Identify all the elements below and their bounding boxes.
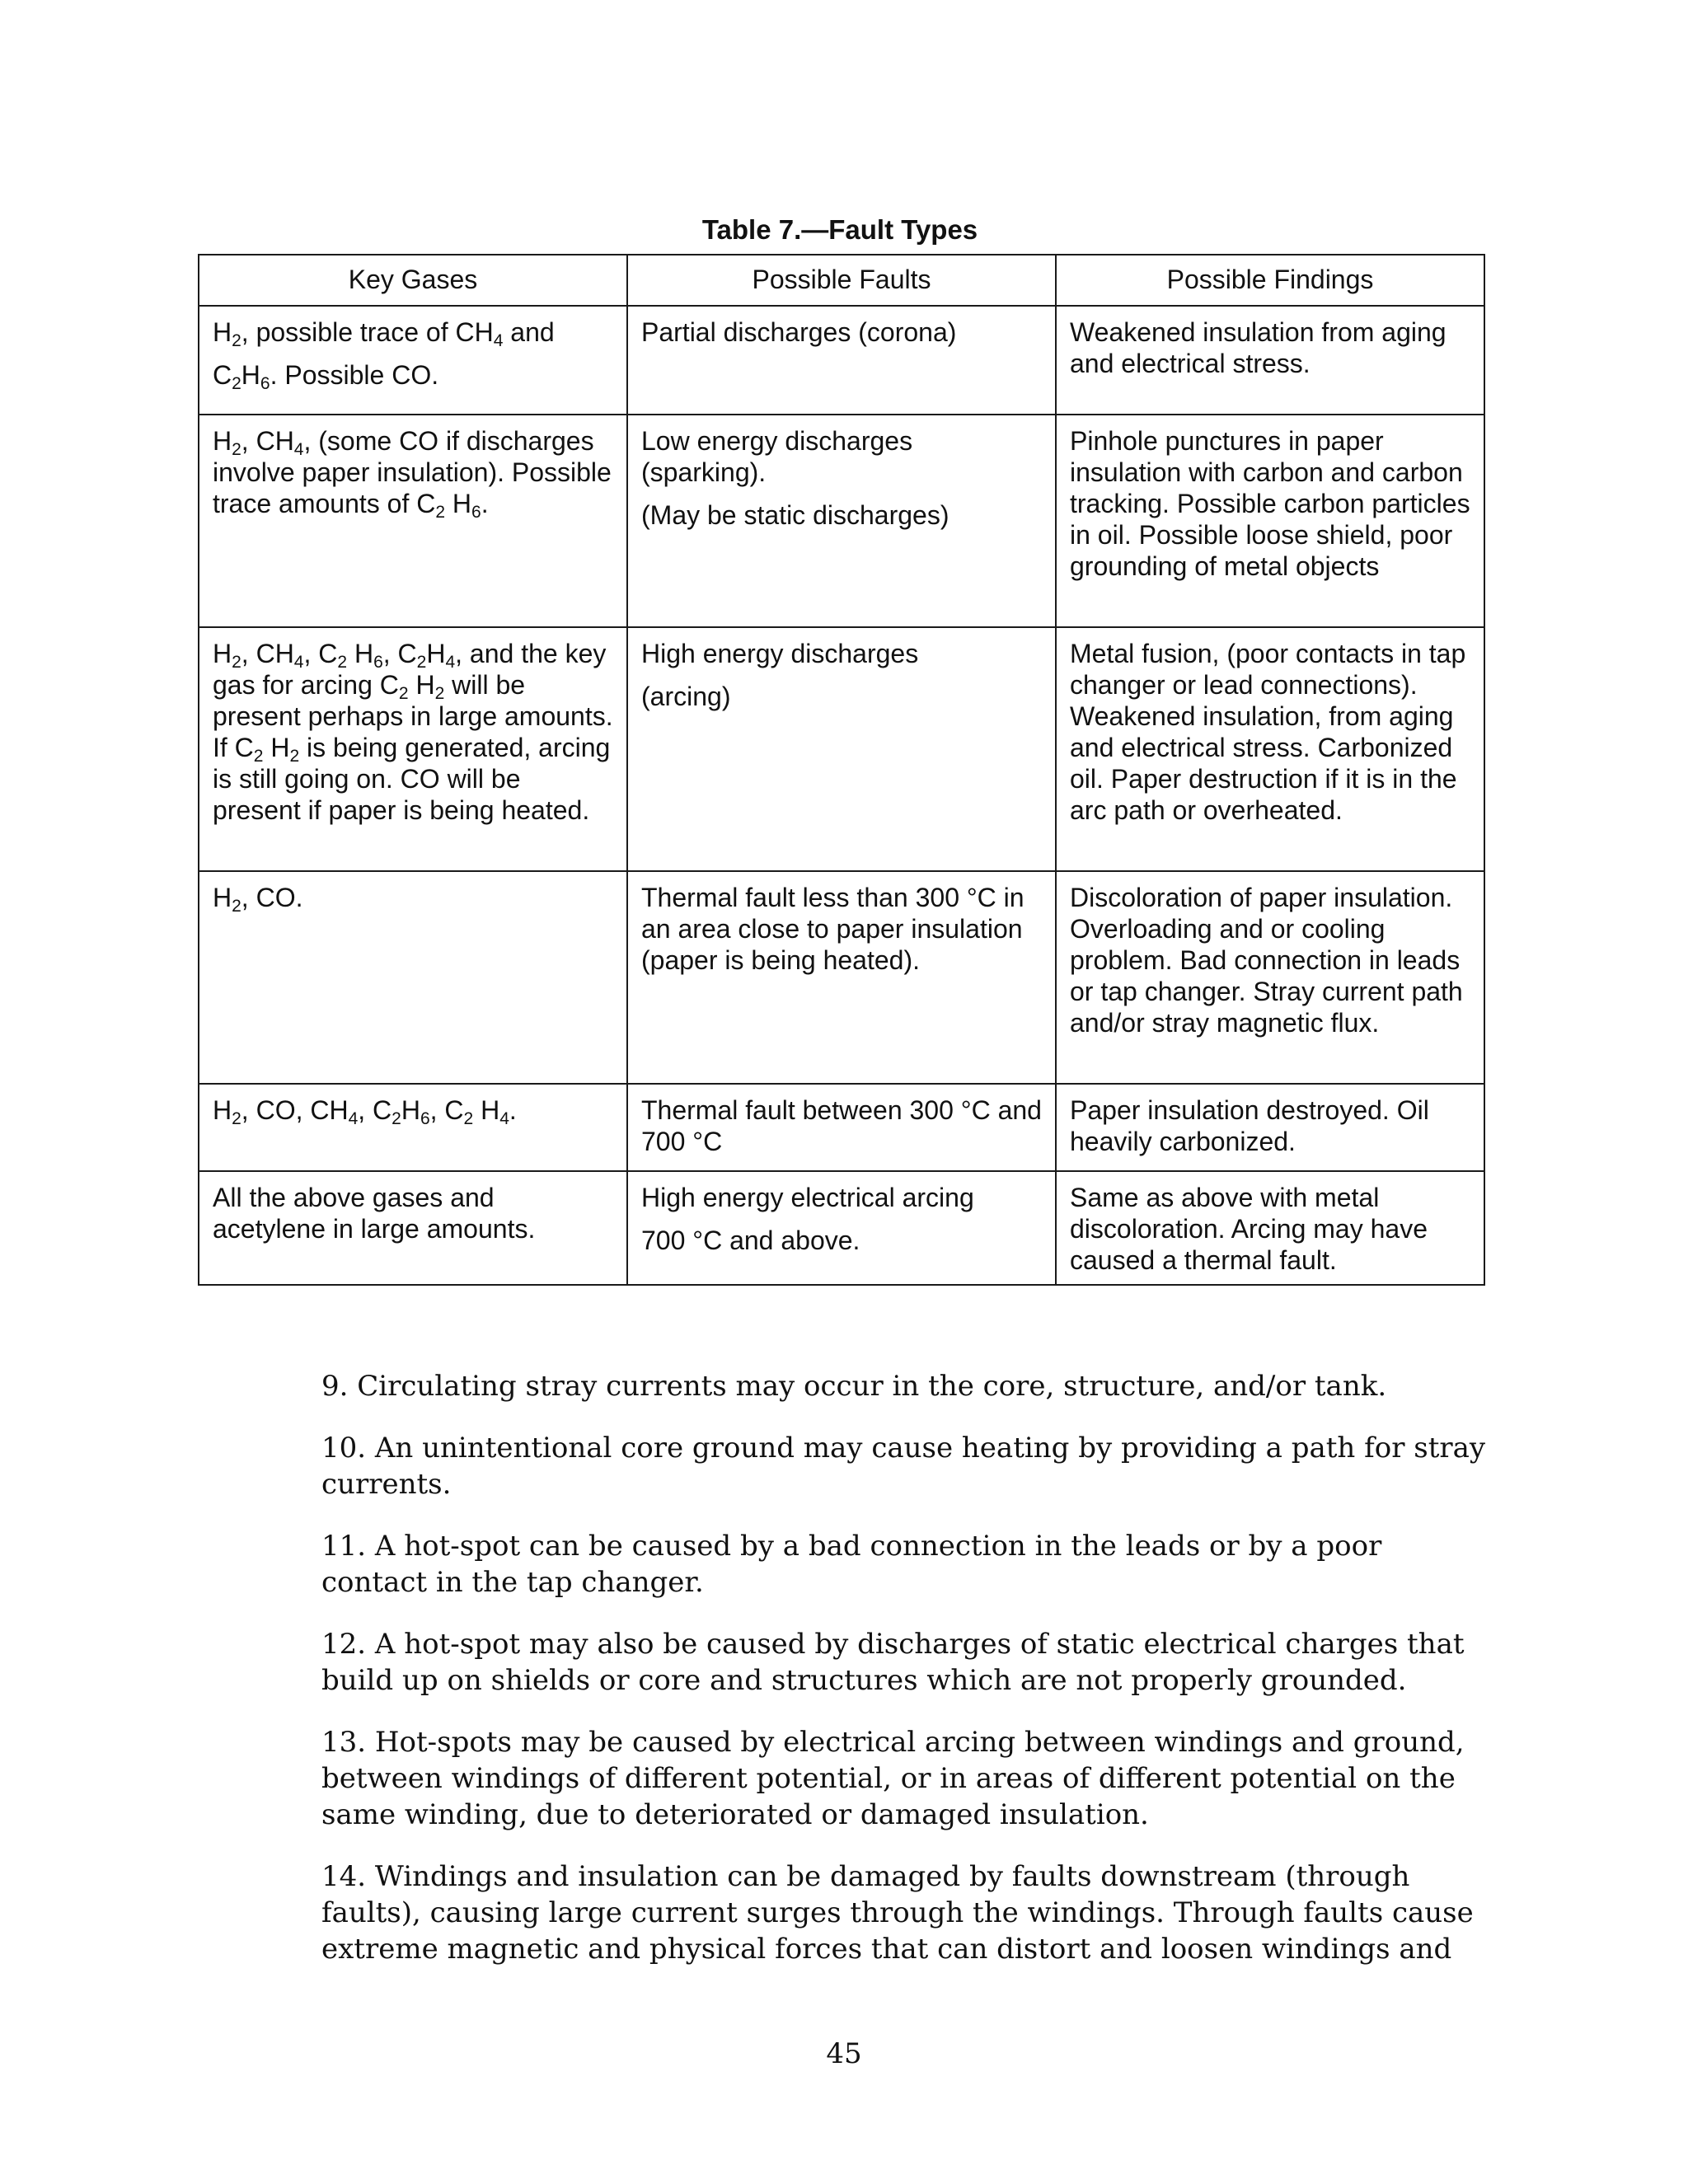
possible-faults-text: Thermal fault between 300 °C and 700 °C — [641, 1095, 1042, 1156]
possible-findings-text: Metal fusion, (poor contacts in tap changer or lead connections). Weakened insulation, from aging and electrical stress. Carbonized oil. Paper destruction if it is in the arc path or overheated. — [1070, 639, 1466, 825]
possible-findings-cell — [1056, 871, 1484, 1084]
possible-faults-cell — [627, 1084, 1056, 1171]
header-possible-findings: Possible Findings — [1056, 255, 1484, 306]
fault-types-table — [198, 254, 1485, 1286]
possible-findings-cell — [1056, 306, 1484, 415]
possible-findings-text: Weakened insulation from aging and electrical stress. — [1070, 317, 1447, 378]
key-gases-text: $H_2$, CO, $CH_4$, $C_2H_6$, $C_2$ $H_4$. — [213, 1095, 517, 1128]
table-row — [199, 871, 1484, 1084]
key-gases-cell — [199, 1084, 627, 1171]
key-gases-text: All the above gases and acetylene in large amounts. — [213, 1183, 536, 1244]
possible-faults-text: Thermal fault less than 300 °C in an area close to paper insulation (paper is being heated). — [641, 883, 1025, 975]
possible-faults-note: (May be static discharges) — [641, 500, 950, 530]
paragraph-11: 11. A hot-spot can be caused by a bad connection in the leads or by a poor contact in the tap changer. — [321, 1530, 1382, 1599]
possible-faults-cell — [627, 306, 1056, 415]
table-row — [199, 627, 1484, 871]
key-gases-text: $C_2H_6$. Possible CO. — [213, 360, 439, 393]
possible-findings-cell — [1056, 1171, 1484, 1285]
header-possible-faults: Possible Faults — [627, 255, 1056, 306]
paragraph-14: 14. Windings and insulation can be damaged by faults downstream (through faults), causing large current surges through the windings. Through faults cause extreme magnetic and physical forces that can distort and loosen windings and — [321, 1860, 1474, 1966]
possible-faults-text: High energy discharges — [641, 639, 919, 668]
table-row — [199, 415, 1484, 627]
table-title: Table 7.—Fault Types — [701, 214, 978, 245]
possible-findings-cell — [1056, 627, 1484, 871]
table-row — [199, 1171, 1484, 1285]
key-gases-cell — [199, 627, 627, 871]
possible-faults-cell — [627, 1171, 1056, 1285]
key-gases-text: $H_2$, $CH_4$, $C_2$ $H_6$, $C_2H_4$, and the key gas for arcing $C_2$ $H_2$ will be present perhaps in large amounts. If $C_2$ $H_2$ is being generated, arcing is still going on. CO will be present if paper is being heated. — [213, 639, 613, 825]
possible-faults-cell — [627, 415, 1056, 627]
possible-faults-note: (arcing) — [641, 682, 731, 711]
key-gases-text: $H_2$, $CH_4$, (some CO if discharges involve paper insulation). Possible trace amounts of $C_2$ $H_6$. — [213, 426, 612, 522]
possible-faults-cell — [627, 627, 1056, 871]
key-gases-cell — [199, 415, 627, 627]
key-gases-text: $H_2$, CO. — [213, 883, 303, 916]
table-row — [199, 306, 1484, 415]
possible-findings-cell — [1056, 1084, 1484, 1171]
possible-findings-text: Same as above with metal discoloration. Arcing may have caused a thermal fault. — [1070, 1183, 1428, 1275]
possible-findings-text: Paper insulation destroyed. Oil heavily carbonized. — [1070, 1095, 1429, 1156]
possible-faults-text: Low energy discharges (sparking). — [641, 426, 913, 487]
paragraph-10: 10. An unintentional core ground may cause heating by providing a path for stray currents. — [321, 1432, 1486, 1501]
possible-faults-text: Partial discharges (corona) — [641, 317, 957, 347]
body-text — [321, 1368, 1492, 1993]
key-gases-cell — [199, 1171, 627, 1285]
table-row — [199, 1084, 1484, 1171]
key-gases-cell — [199, 306, 627, 415]
key-gases-cell — [199, 871, 627, 1084]
key-gases-text: $H_2$, possible trace of $CH_4$ and — [213, 317, 555, 350]
paragraph-12: 12. A hot-spot may also be caused by discharges of static electrical charges that build up on shields or core and structures which are not properly grounded. — [321, 1628, 1465, 1697]
page-number: 45 — [826, 2037, 862, 2070]
possible-findings-text: Pinhole punctures in paper insulation with carbon and carbon tracking. Possible carbon particles in oil. Possible loose shield, poor grounding of metal objects — [1070, 426, 1470, 581]
possible-findings-cell — [1056, 415, 1484, 627]
header-key-gases: Key Gases — [199, 255, 627, 306]
paragraph-13: 13. Hot-spots may be caused by electrical arcing between windings and ground, between windings of different potential, or in areas of different potential on the same winding, due to deteriorated or damaged insulation. — [321, 1726, 1465, 1831]
possible-faults-note: 700 °C and above. — [641, 1226, 860, 1255]
paragraph-9: 9. Circulating stray currents may occur in the core, structure, and/or tank. — [321, 1370, 1387, 1403]
table-header-row — [199, 255, 1484, 306]
possible-faults-text: High energy electrical arcing — [641, 1183, 974, 1212]
possible-findings-text: Discoloration of paper insulation. Overloading and or cooling problem. Bad connection in leads or tap changer. Stray current path and/or stray magnetic flux. — [1070, 883, 1463, 1038]
possible-faults-cell — [627, 871, 1056, 1084]
